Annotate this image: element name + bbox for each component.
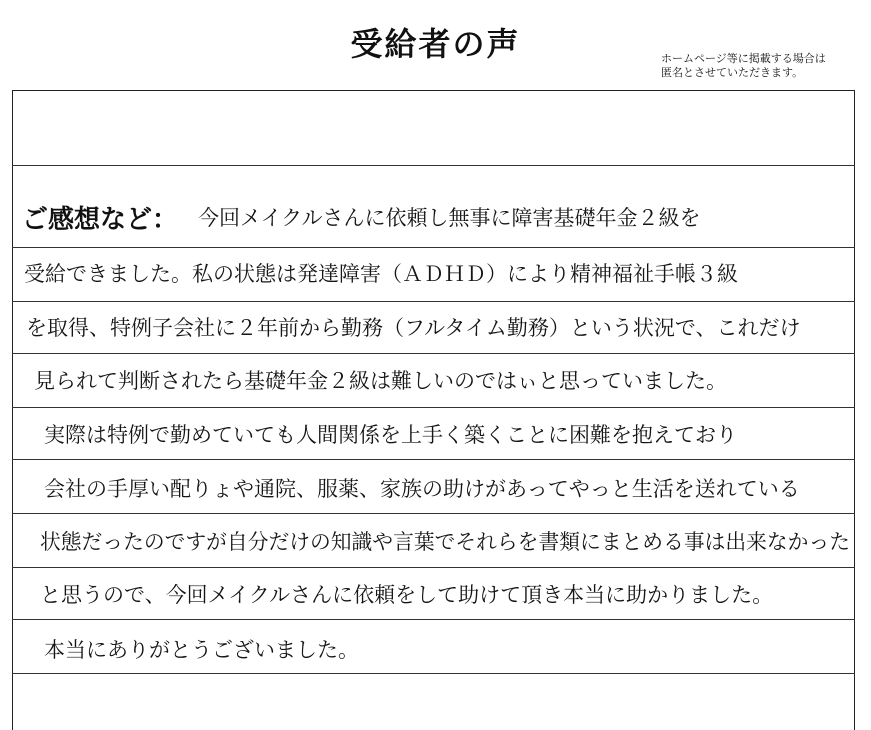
ruled-line (12, 459, 855, 460)
ruled-line (12, 673, 855, 674)
comments-label: ご感想など： (22, 205, 179, 235)
anonymity-note-line-1: ホームページ等に掲載する場合は (661, 52, 826, 65)
ruled-line (12, 247, 855, 248)
ruled-line (12, 353, 855, 354)
page-title: 受給者の声 (350, 25, 521, 63)
comment-line-8 (0, 577, 871, 617)
comment-line-6 (0, 471, 871, 511)
comment-line-4 (0, 363, 871, 403)
ruled-line (12, 567, 855, 568)
comment-text: 会社の手厚い配りょや通院、服薬、家族の助けがあってやっと生活を送れている (44, 477, 800, 501)
ruled-line (12, 301, 855, 302)
comment-text: 見られて判断されたら基礎年金２級は難しいのではぃと思っていました。 (34, 369, 727, 393)
ruled-line (12, 513, 855, 514)
comment-text: 実際は特例で勤めていても人間関係を上手く築くことに困難を抱えており (44, 423, 737, 447)
ruled-line (12, 165, 855, 166)
anonymity-note-line-2: 匿名とさせていただきます。 (661, 66, 804, 79)
comment-text: 本当にありがとうございました。 (44, 638, 359, 662)
comment-line-7 (0, 524, 871, 564)
comment-line-2 (0, 256, 871, 296)
ruled-line (12, 407, 855, 408)
comment-line-1 (0, 200, 871, 240)
comment-text: 受給できました。私の状態は発達障害（ＡＤＨＤ）により精神福祉手帳３級 (24, 262, 738, 286)
anonymity-note (661, 52, 866, 80)
comment-line-9 (0, 632, 871, 672)
comment-text: 今回メイクルさんに依頼し無事に障害基礎年金２級を (198, 206, 701, 230)
comment-line-5 (0, 417, 871, 457)
comment-text: と思うので、今回メイクルさんに依頼をして助けて頂き本当に助かりました。 (40, 583, 774, 607)
comment-text: 状態だったのですが自分だけの知識や言葉でそれらを書類にまとめる事は出来なかった (40, 530, 850, 554)
comment-line-3 (0, 310, 871, 350)
ruled-line (12, 619, 855, 620)
comment-text: を取得、特例子会社に２年前から勤務（フルタイム勤務）という状況で、これだけ (26, 316, 801, 340)
